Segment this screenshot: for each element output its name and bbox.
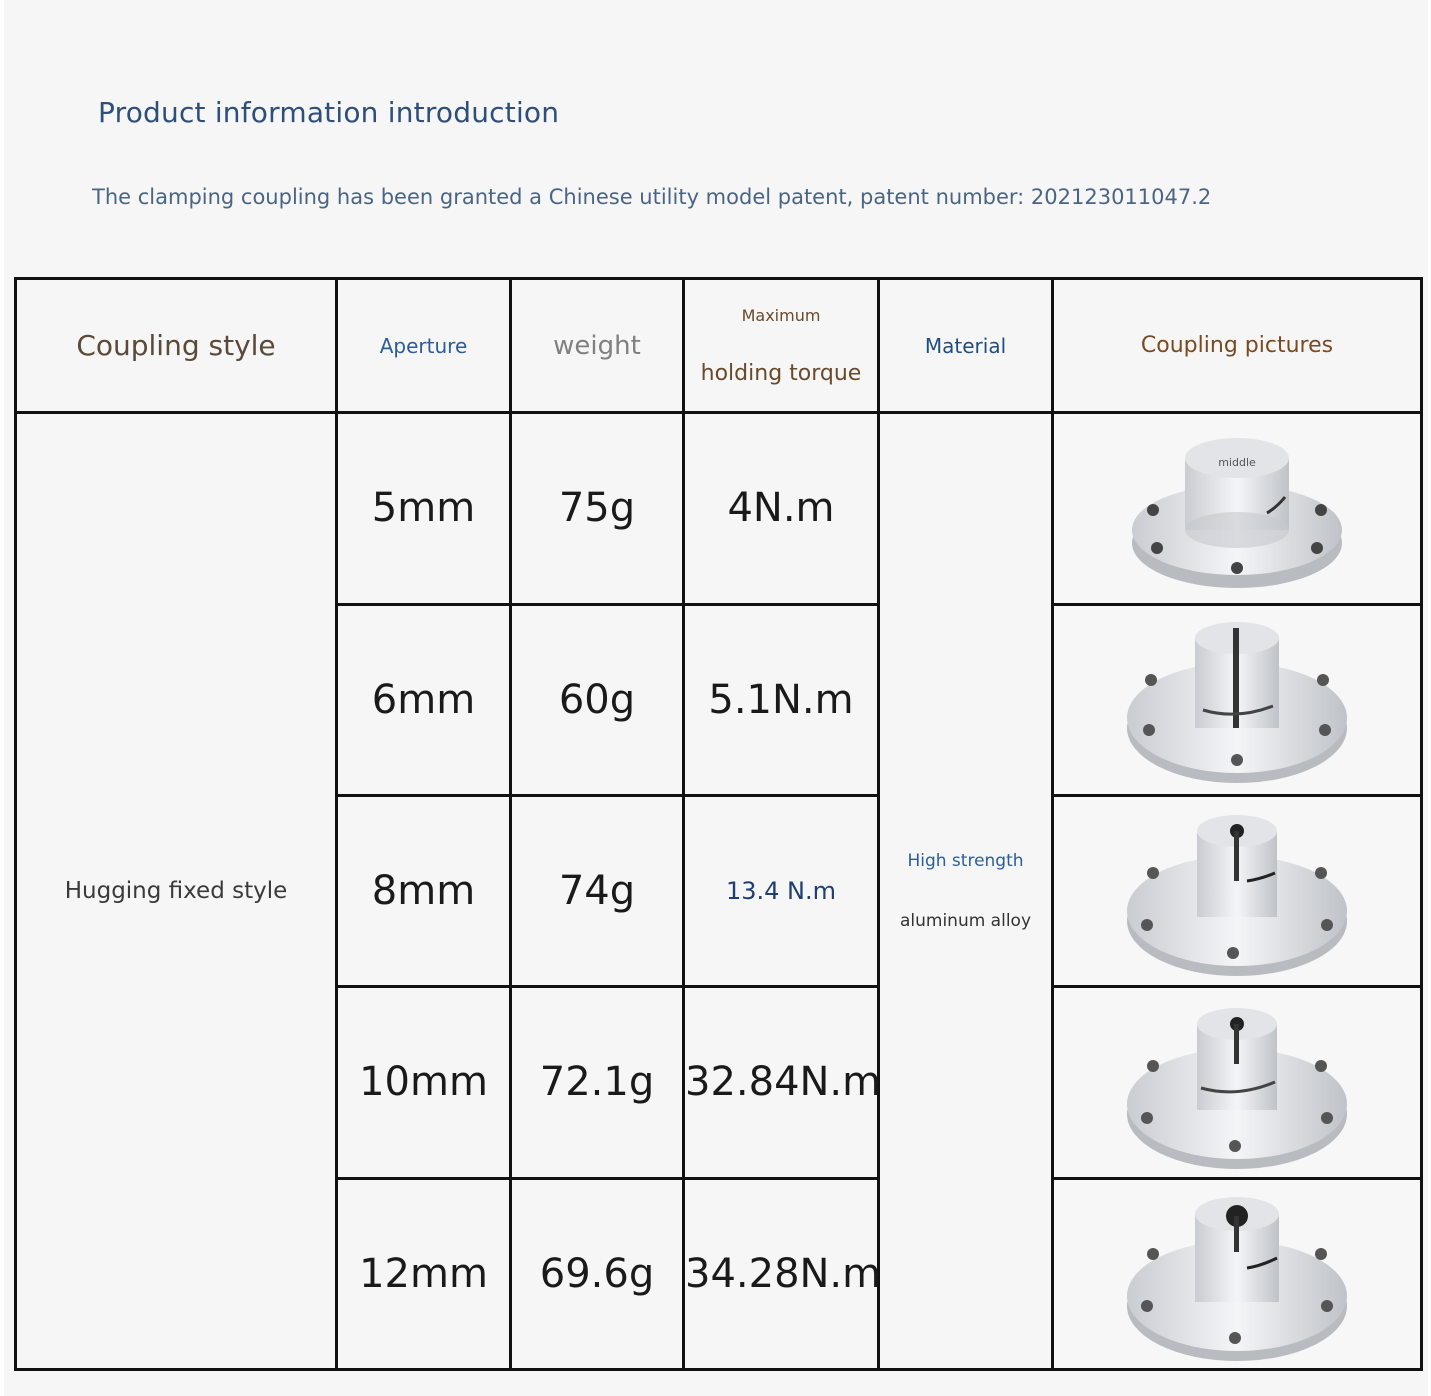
aperture-cell: 8mm — [337, 795, 511, 986]
header-torque-bottom: holding torque — [700, 360, 862, 386]
header-max-torque — [684, 279, 879, 413]
spec-table — [14, 277, 1423, 1371]
weight-cell: 69.6g — [511, 1178, 684, 1369]
material-top: High strength — [907, 851, 1024, 872]
header-aperture: Aperture — [337, 279, 511, 413]
coupling-image — [1117, 418, 1357, 598]
material-bottom: aluminum alloy — [899, 911, 1032, 932]
header-coupling-style: Coupling style — [16, 279, 337, 413]
weight-cell: 75g — [511, 413, 684, 604]
table-header-row — [16, 279, 1422, 413]
torque-cell: 32.84N.m — [684, 987, 879, 1178]
aperture-cell: 10mm — [337, 987, 511, 1178]
page-title: Product information introduction — [98, 96, 560, 129]
table-row — [16, 413, 1422, 604]
torque-cell: 34.28N.m — [684, 1178, 879, 1369]
coupling-picture-cell — [1053, 987, 1422, 1178]
coupling-picture-cell — [1053, 1178, 1422, 1369]
coupling-picture-cell — [1053, 604, 1422, 795]
coupling-image — [1117, 1184, 1357, 1364]
coupling-picture-cell — [1053, 795, 1422, 986]
material-cell — [879, 413, 1053, 1370]
torque-cell: 5.1N.m — [684, 604, 879, 795]
aperture-cell: 12mm — [337, 1178, 511, 1369]
header-weight: weight — [511, 279, 684, 413]
patent-note: The clamping coupling has been granted a Chinese utility model patent, patent number: 202123011047.2 — [92, 185, 1212, 209]
weight-cell: 72.1g — [511, 987, 684, 1178]
header-pictures: Coupling pictures — [1053, 279, 1422, 413]
coupling-style-cell: Hugging fixed style — [16, 413, 337, 1370]
weight-cell: 74g — [511, 795, 684, 986]
torque-cell: 4N.m — [684, 413, 879, 604]
header-torque-top: Maximum — [741, 305, 821, 325]
weight-cell: 60g — [511, 604, 684, 795]
header-material: Material — [879, 279, 1053, 413]
torque-cell: 13.4 N.m — [684, 795, 879, 986]
coupling-image — [1117, 992, 1357, 1172]
coupling-picture-cell — [1053, 413, 1422, 604]
aperture-cell: 6mm — [337, 604, 511, 795]
coupling-image — [1117, 610, 1357, 790]
picture-label: middle — [1218, 456, 1256, 470]
coupling-image — [1117, 801, 1357, 981]
aperture-cell: 5mm — [337, 413, 511, 604]
